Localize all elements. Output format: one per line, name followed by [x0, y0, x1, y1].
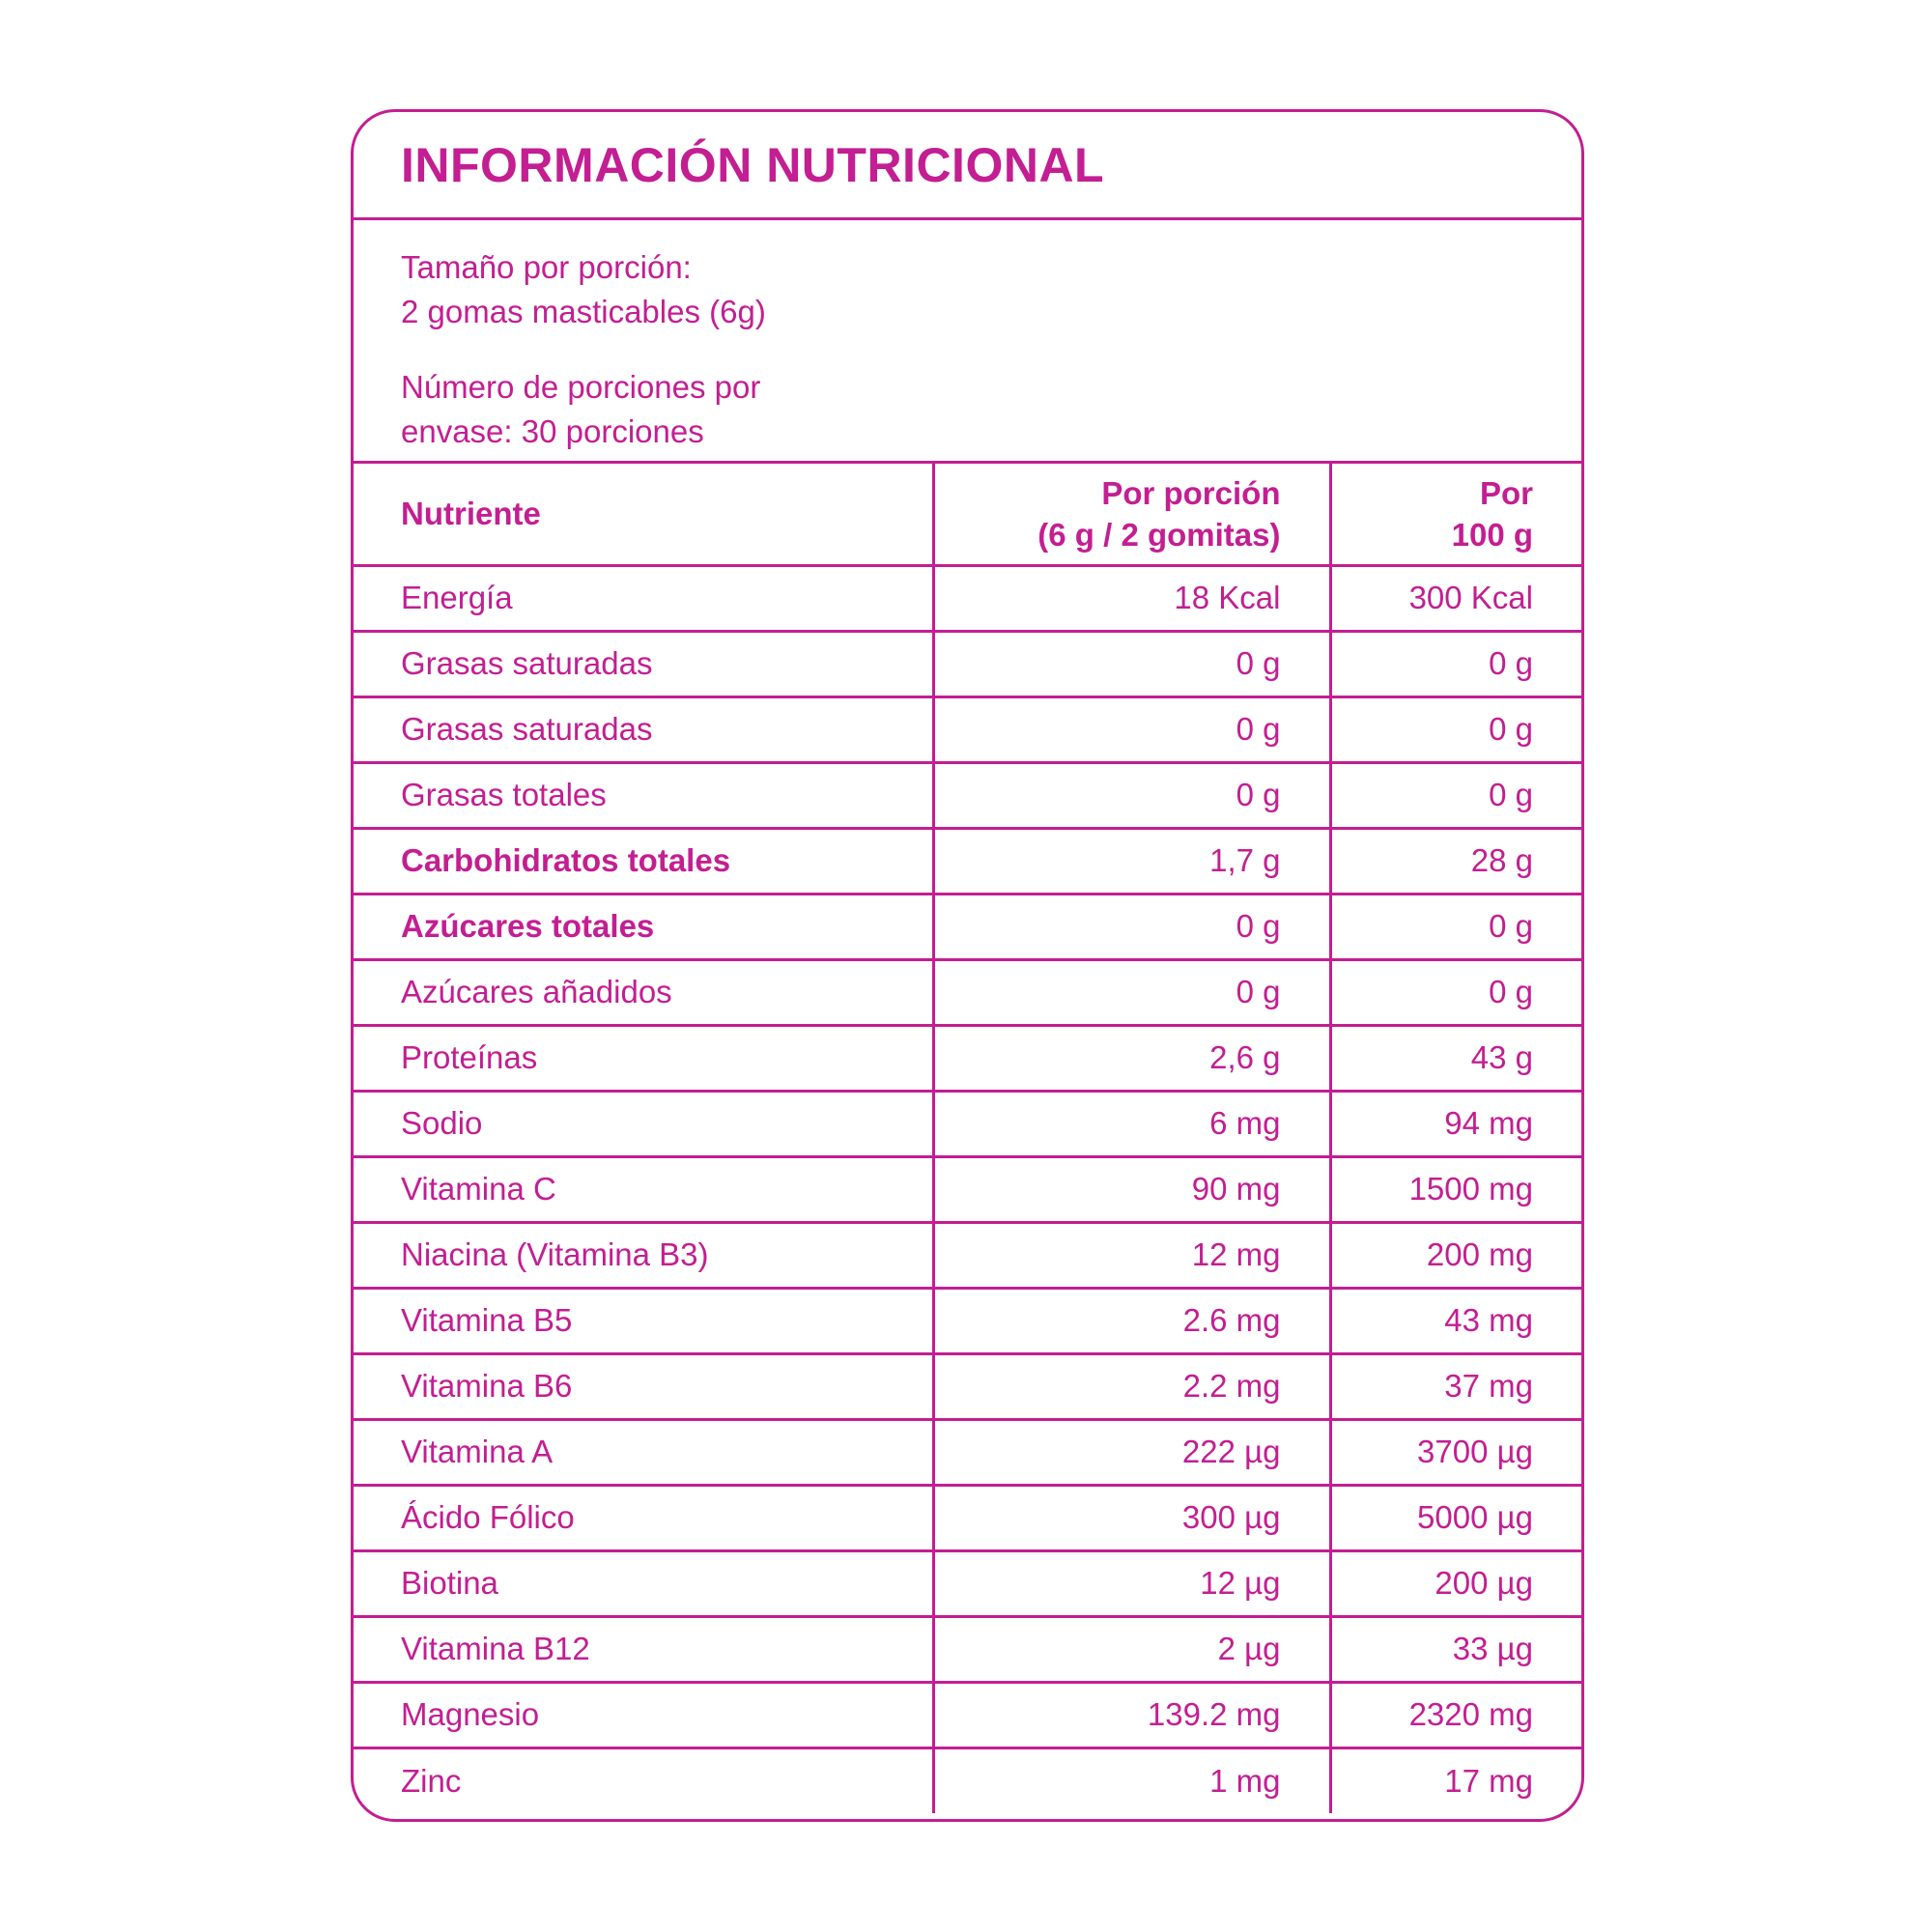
per-100g-cell: 0 g: [1330, 696, 1581, 762]
header-nutrient: Nutriente: [401, 496, 541, 532]
nutrient-cell: Biotina: [354, 1550, 933, 1616]
per-100g-cell: 28 g: [1330, 828, 1581, 894]
header-per-100g: [1330, 464, 1581, 565]
nutrient-cell: Grasas totales: [354, 762, 933, 828]
per-100g-cell: 1500 mg: [1330, 1156, 1581, 1222]
per-100g-cell: 43 g: [1330, 1025, 1581, 1091]
per-100g-cell: 33 µg: [1330, 1616, 1581, 1682]
per-serving-cell: 6 mg: [933, 1091, 1330, 1156]
nutrient-cell: Carbohidratos totales: [354, 828, 933, 894]
nutrient-cell: Zinc: [354, 1747, 933, 1813]
per-100g-cell: 300 Kcal: [1330, 565, 1581, 631]
nutrient-cell: Vitamina A: [354, 1419, 933, 1485]
nutrient-cell: Grasas saturadas: [354, 696, 933, 762]
table-row: [354, 762, 1581, 828]
table-row: [354, 1222, 1581, 1288]
table-row: [354, 631, 1581, 696]
per-100g-cell: 17 mg: [1330, 1747, 1581, 1813]
nutrient-cell: Vitamina B6: [354, 1353, 933, 1419]
header-per-100g-line1: Por: [1479, 474, 1533, 511]
per-serving-cell: 0 g: [933, 696, 1330, 762]
table-row: [354, 1682, 1581, 1747]
per-100g-cell: 0 g: [1330, 762, 1581, 828]
nutrient-cell: Vitamina C: [354, 1156, 933, 1222]
servings-per-container-line2: envase: 30 porciones: [401, 413, 704, 449]
per-serving-cell: 1,7 g: [933, 828, 1330, 894]
servings-per-container-line1: Número de porciones por: [401, 369, 761, 405]
serving-size-text: [401, 245, 1543, 334]
per-100g-cell: 2320 mg: [1330, 1682, 1581, 1747]
nutrition-table-body: [354, 565, 1581, 1813]
per-serving-cell: 0 g: [933, 631, 1330, 696]
nutrient-cell: Energía: [354, 565, 933, 631]
nutrient-cell: Grasas saturadas: [354, 631, 933, 696]
per-100g-cell: 3700 µg: [1330, 1419, 1581, 1485]
per-serving-cell: 0 g: [933, 762, 1330, 828]
nutrition-table: [354, 464, 1581, 1813]
per-serving-cell: 0 g: [933, 894, 1330, 959]
table-row: [354, 565, 1581, 631]
per-100g-cell: 5000 µg: [1330, 1485, 1581, 1550]
nutrient-cell: Vitamina B5: [354, 1288, 933, 1353]
table-row: [354, 959, 1581, 1025]
per-100g-cell: 200 mg: [1330, 1222, 1581, 1288]
header-per-serving: [933, 464, 1330, 565]
table-row: [354, 1419, 1581, 1485]
per-serving-cell: 18 Kcal: [933, 565, 1330, 631]
table-row: [354, 1156, 1581, 1222]
servings-per-container-text: [401, 365, 1543, 454]
table-row: [354, 1091, 1581, 1156]
per-serving-cell: 2 µg: [933, 1616, 1330, 1682]
per-serving-cell: 139.2 mg: [933, 1682, 1330, 1747]
per-100g-cell: 94 mg: [1330, 1091, 1581, 1156]
table-row: [354, 1616, 1581, 1682]
nutrient-cell: Magnesio: [354, 1682, 933, 1747]
header-per-serving-line2: (6 g / 2 gomitas): [1037, 516, 1281, 553]
page-title: INFORMACIÓN NUTRICIONAL: [401, 137, 1105, 192]
table-row: [354, 894, 1581, 959]
nutrient-cell: Niacina (Vitamina B3): [354, 1222, 933, 1288]
nutrient-cell: Sodio: [354, 1091, 933, 1156]
serving-size-line2: 2 gomas masticables (6g): [401, 294, 766, 329]
per-serving-cell: 1 mg: [933, 1747, 1330, 1813]
per-serving-cell: 2.2 mg: [933, 1353, 1330, 1419]
per-100g-cell: 0 g: [1330, 959, 1581, 1025]
table-row: [354, 1747, 1581, 1813]
title-section: [354, 112, 1581, 220]
nutrient-cell: Proteínas: [354, 1025, 933, 1091]
header-per-100g-line2: 100 g: [1451, 516, 1533, 553]
per-serving-cell: 12 mg: [933, 1222, 1330, 1288]
table-row: [354, 696, 1581, 762]
per-serving-cell: 222 µg: [933, 1419, 1330, 1485]
serving-size-line1: Tamaño por porción:: [401, 249, 692, 285]
nutrient-cell: Vitamina B12: [354, 1616, 933, 1682]
per-serving-cell: 300 µg: [933, 1485, 1330, 1550]
table-row: [354, 1288, 1581, 1353]
table-header-row: [354, 464, 1581, 565]
per-100g-cell: 0 g: [1330, 894, 1581, 959]
table-row: [354, 1353, 1581, 1419]
per-100g-cell: 200 µg: [1330, 1550, 1581, 1616]
per-serving-cell: 2,6 g: [933, 1025, 1330, 1091]
per-serving-cell: 12 µg: [933, 1550, 1330, 1616]
per-100g-cell: 0 g: [1330, 631, 1581, 696]
nutrient-cell: Ácido Fólico: [354, 1485, 933, 1550]
per-serving-cell: 0 g: [933, 959, 1330, 1025]
serving-info-section: [354, 220, 1581, 464]
per-serving-cell: 90 mg: [933, 1156, 1330, 1222]
nutrient-cell: Azúcares añadidos: [354, 959, 933, 1025]
per-100g-cell: 37 mg: [1330, 1353, 1581, 1419]
table-row: [354, 1025, 1581, 1091]
nutrient-cell: Azúcares totales: [354, 894, 933, 959]
header-per-serving-line1: Por porción: [1101, 474, 1281, 511]
table-row: [354, 1485, 1581, 1550]
per-serving-cell: 2.6 mg: [933, 1288, 1330, 1353]
table-row: [354, 1550, 1581, 1616]
per-100g-cell: 43 mg: [1330, 1288, 1581, 1353]
nutrition-facts-card: [351, 109, 1584, 1822]
table-row: [354, 828, 1581, 894]
